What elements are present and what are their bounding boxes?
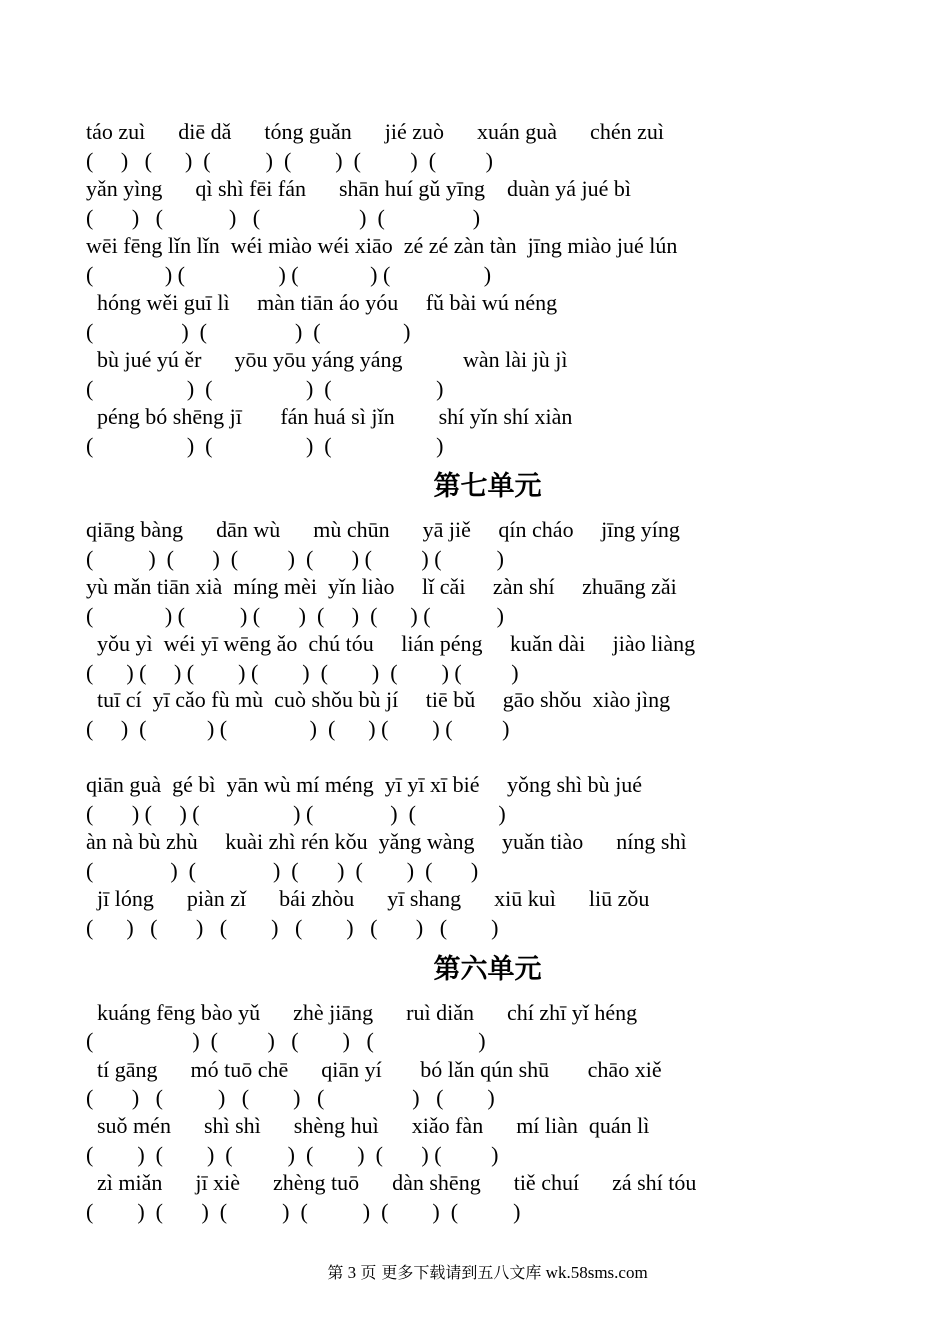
pinyin-row: yù mǎn tiān xià míng mèi yǐn liào lǐ cǎi zàn shí zhuāng zǎi (86, 574, 677, 599)
site-url[interactable]: wk.58sms.com (545, 1263, 648, 1282)
section-heading-unit6: 第六单元 (433, 954, 542, 985)
footer-page-number (343, 1263, 360, 1282)
answer-blank-row: ( ) ( ) ( ) ( ) ( ) (86, 1085, 495, 1110)
answer-blank-row: ( ) ( ) ( ) ( ) ( ) (86, 858, 479, 883)
answer-blank-row: ( ) ( ) ( ) (86, 319, 411, 344)
answer-blank-row: ( ) ( ) ( ) ( ) (86, 1028, 486, 1053)
answer-blank-row: ( ) ( ) ( ) (86, 376, 444, 401)
pinyin-row: àn nà bù zhù kuài zhì rén kǒu yǎng wàng yuǎn tiào níng shì (86, 829, 687, 854)
answer-blank-row: ( ) ( ) ( ) ( ) ( ) ( ) (86, 915, 499, 940)
pinyin-row: qiān guà gé bì yān wù mí méng yī yī xī bié yǒng shì bù jué (86, 772, 643, 797)
answer-blank-row: ( ) ( ) ( ) ( ) ( ) ( ) (86, 546, 504, 571)
footer-site-link[interactable] (541, 1263, 647, 1282)
section-heading-unit7: 第七单元 (433, 471, 542, 502)
answer-blank-row: ( ) ( ) ( ) ( ) ( ) ( ) (86, 148, 493, 173)
pinyin-row: táo zuì diē dǎ tóng guǎn jié zuò xuán guà chén zuì (86, 119, 664, 144)
page-number: 3 (347, 1263, 357, 1282)
answer-blank-row: ( ) ( ) ( ) ( ) ( ) ( ) (86, 716, 510, 741)
answer-blank-row: ( ) ( ) ( ) ( ) ( ) ( ) (86, 603, 504, 628)
answer-blank-row: ( ) ( ) ( ) ( ) ( ) (86, 801, 506, 826)
footer-page-prefix: 第 (327, 1263, 344, 1282)
answer-blank-row: ( ) ( ) ( ) ( ) (86, 262, 492, 287)
answer-blank-row: ( ) ( ) ( ) ( ) ( ) ( ) (86, 1142, 499, 1167)
page-footer (0, 1262, 950, 1284)
pinyin-row: jī lóng piàn zǐ bái zhòu yī shang xiū kuì liū zǒu (86, 886, 650, 911)
pinyin-row: suǒ mén shì shì shèng huì xiǎo fàn mí liàn quán lì (86, 1113, 650, 1138)
pinyin-row: bù jué yú ěr yōu yōu yáng yáng wàn lài jù jì (86, 347, 568, 372)
answer-blank-row: ( ) ( ) ( ) ( ) ( ) ( ) (86, 1199, 521, 1224)
pinyin-row: zì miǎn jī xiè zhèng tuō dàn shēng tiě chuí zá shí tóu (86, 1170, 697, 1195)
footer-download-note: 页 更多下载请到五八文库 (360, 1263, 542, 1282)
pinyin-row: kuáng fēng bào yǔ zhè jiāng ruì diǎn chí zhī yǐ héng (86, 1000, 638, 1025)
pinyin-row: yǎn yìng qì shì fēi fán shān huí gǔ yīng duàn yá jué bì (86, 176, 632, 201)
answer-blank-row: ( ) ( ) ( ) ( ) (86, 205, 481, 230)
answer-blank-row: ( ) ( ) ( ) (86, 433, 444, 458)
pinyin-row: hóng wěi guī lì màn tiān áo yóu fǔ bài wú néng (86, 290, 558, 315)
pinyin-row: tuī cí yī cǎo fù mù cuò shǒu bù jí tiē bǔ gāo shǒu xiào jìng (86, 687, 671, 712)
pinyin-row: tí gāng mó tuō chē qiān yí bó lǎn qún shū chāo xiě (86, 1057, 662, 1082)
pinyin-row: wēi fēng lǐn lǐn wéi miào wéi xiāo zé zé zàn tàn jīng miào jué lún (86, 233, 678, 258)
pinyin-row: péng bó shēng jī fán huá sì jǐn shí yǐn shí xiàn (86, 404, 573, 429)
pinyin-row: yǒu yì wéi yī wēng ǎo chú tóu lián péng kuǎn dài jiào liàng (86, 631, 696, 656)
answer-blank-row: ( ) ( ) ( ) ( ) ( ) ( ) ( ) (86, 660, 519, 685)
pinyin-row: qiāng bàng dān wù mù chūn yā jiě qín cháo jīng yíng (86, 517, 680, 542)
